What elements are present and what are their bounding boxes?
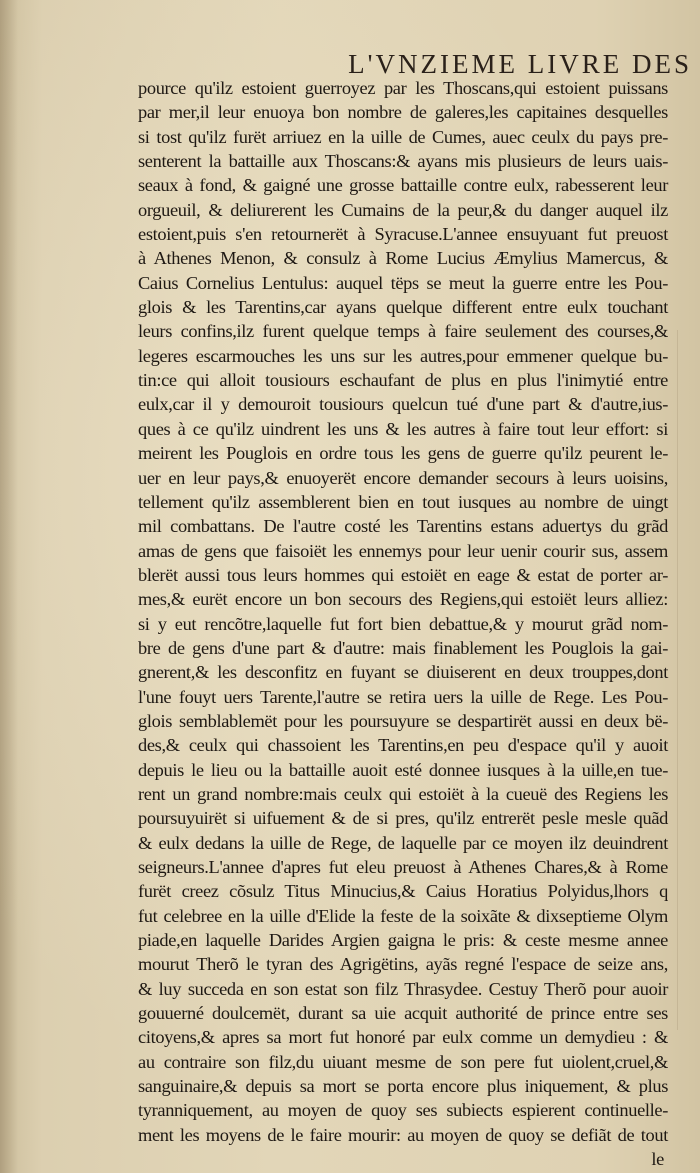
text-line: furët creez cõsulz Titus Minucius,& Caius Horatius Polyidus,lhors q bbox=[138, 881, 668, 902]
text-line: seigneurs.L'annee d'apres fut eleu preuost à Athenes Chares,& à Rome bbox=[138, 857, 668, 877]
text-line: uer en leur pays,& enuoyerët encore demander secours à leurs uoisins, bbox=[138, 467, 668, 488]
text-line: seaux à fond, & gaigné une grosse battaille contre eulx, rabesserent leur bbox=[138, 175, 668, 196]
text-line: l'une fouyt uers Tarente,l'autre se retira uers la uille de Rege. Les Pou- bbox=[138, 686, 668, 707]
gutter-shadow bbox=[0, 0, 18, 1173]
text-line: Caius Cornelius Lentulus: auquel tëps se meut la guerre entre les Pou- bbox=[138, 272, 668, 293]
text-line: & eulx dedans la uille de Rege, de laquelle par ce moyen ilz deuindrent bbox=[138, 832, 668, 853]
text-line: glois semblablemët pour les poursuyure se despartirët aussi en deux bë- bbox=[138, 710, 668, 731]
text-line: glois & les Tarentins,car ayans quelque different entre eulx touchant bbox=[138, 297, 668, 318]
text-line: ques à ce qu'ilz uindrent les uns & les autres à faire tout leur effort: si bbox=[138, 418, 668, 439]
text-line: si y eut rencõtre,laquelle fut fort bien debattue,& y mourut grãd nom- bbox=[138, 613, 668, 634]
text-line: à Athenes Menon, & consulz à Rome Lucius Æmylius Mamercus, & bbox=[138, 248, 668, 269]
text-line: bre de gens d'une part & d'autre: mais finablement les Pouglois la gai- bbox=[138, 637, 668, 658]
text-line: meirent les Pouglois en ordre tous les gens de guerre qu'ilz peurent le- bbox=[138, 443, 668, 464]
text-line: si tost qu'ilz furët arriuez en la uille de Cumes, auec ceulx du pays pre- bbox=[138, 126, 668, 147]
text-line: au contraire son filz,du uiuant mesme de son pere fut uiolent,cruel,& bbox=[138, 1051, 668, 1072]
text-line: rent un grand nombre:mais ceulx qui estoiët à la cueuë des Regiens les bbox=[138, 783, 668, 804]
catchword: le bbox=[651, 1149, 664, 1170]
text-line: tyranniquement, au moyen de quoy ses subiects espierent continuelle- bbox=[138, 1100, 668, 1121]
text-line: tellement qu'ilz assemblerent bien en tout iusques au nombre de uingt bbox=[138, 491, 668, 512]
text-line: par mer,il leur enuoya bon nombre de galeres,les capitaines desquelles bbox=[138, 102, 668, 123]
text-line: depuis le lieu ou la battaille auoit esté donnee iusques à la uille,en tue- bbox=[138, 759, 668, 780]
text-line: tin:ce qui alloit tousiours eschaufant de plus en plus l'inimytié entre bbox=[138, 370, 668, 391]
text-line: mes,& eurët encore un bon secours des Regiens,qui estoiët leurs alliez: bbox=[138, 589, 668, 610]
text-line: fut celebree en la uille d'Elide la feste de la soixãte & dixseptieme Olym bbox=[138, 905, 668, 926]
text-line: leurs confins,ilz furent quelque temps à faire seulement des courses,& bbox=[138, 321, 668, 342]
text-line: piade,en laquelle Darides Argien gaigna le pris: & ceste mesme annee bbox=[138, 930, 668, 951]
text-line: ment les moyens de le faire mourir: au moyen de quoy se defiãt de tout bbox=[138, 1124, 668, 1145]
text-line: mil combattans. De l'autre costé les Tarentins estans aduertys du grãd bbox=[138, 516, 668, 537]
text-line: gnerent,& les desconfitz en fuyant se diuiserent en deux trouppes,dont bbox=[138, 662, 668, 683]
running-head: L'VNZIEME LIVRE DES bbox=[348, 49, 692, 79]
text-line: gouuerné doulcemët, durant sa uie acquit authorité de prince entre ses bbox=[138, 1003, 668, 1024]
text-line: estoient,puis s'en retournerët à Syracuse.L'annee ensuyuant fut preuost bbox=[138, 224, 668, 245]
page-fold-line bbox=[677, 330, 678, 1030]
text-line: blerët aussi tous leurs hommes qui estoiët en eage & estat de porter ar- bbox=[138, 564, 668, 585]
text-line: orgueuil, & deliurerent les Cumains de la peur,& du danger auquel ilz bbox=[138, 199, 668, 220]
text-line: amas de gens que faisoiët les ennemys pour leur uenir courir sus, assem bbox=[138, 540, 668, 561]
text-line: pource qu'ilz estoient guerroyez par les Thoscans,qui estoient puissans bbox=[138, 78, 668, 98]
text-line: des,& ceulx qui chassoient les Tarentins,en peu d'espace qu'il y auoit bbox=[138, 735, 668, 756]
text-line: mourut Therõ le tyran des Agrigëtins, ayãs regné l'espace de seize ans, bbox=[138, 954, 668, 975]
text-line: legeres escarmouches les uns sur les autres,pour emmener quelque bu- bbox=[138, 345, 668, 366]
text-line: eulx,car il y demouroit tousiours quelcun tué d'une part & d'autre,ius- bbox=[138, 394, 668, 415]
text-line: senterent la battaille aux Thoscans:& ayans mis plusieurs de leurs uais- bbox=[138, 151, 668, 172]
text-line: & luy succeda en son estat son filz Thrasydee. Cestuy Therõ pour auoir bbox=[138, 978, 668, 999]
text-line: poursuyuirët si uifuement & de si pres, qu'ilz entrerët pesle mesle quãd bbox=[138, 808, 668, 829]
text-line: citoyens,& apres sa mort fut honoré par eulx comme un demydieu : & bbox=[138, 1027, 668, 1048]
text-line: sanguinaire,& depuis sa mort se porta encore plus iniquement, & plus bbox=[138, 1076, 668, 1097]
body-text bbox=[138, 76, 668, 1171]
